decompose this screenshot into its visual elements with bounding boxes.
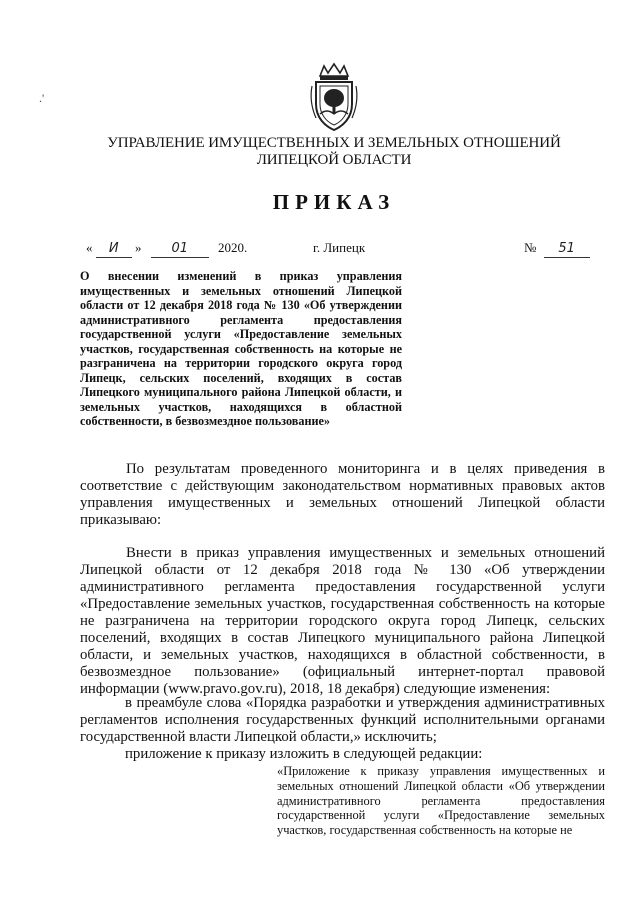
appendix-quote: «Приложение к приказу управления имущественных и земельных отношений Липецкой области «Об утверждении административного регламента предоставления государственной услуги «Предоставление земельных участков, государственная собственность на которые не [277, 764, 605, 838]
document-title: ПРИКАЗ [272, 190, 396, 214]
lipetsk-coat-of-arms-icon [306, 62, 362, 132]
date-open-quote: « [86, 240, 93, 255]
document-city: г. Липецк [313, 240, 366, 255]
document-date [86, 240, 247, 258]
paragraph-preamble-change: в преамбуле слова «Порядка разработки и утверждения административных регламентов исполнения государственных функций исполнительными органами государственной власти Липецкой области,» исключить; [80, 695, 605, 745]
document-dateline [0, 240, 640, 262]
paragraph-amendment: Внести в приказ управления имущественных и земельных отношений Липецкой области от 12 декабря 2018 года № 130 «Об утверждении административного регламента предоставления государственной услуги «Предоставление земельных участков, государственная собственность на которые не разграничена на территории городского округа город Липецк, сельских поселений, входящих в состав Липецкого муниципального района Липецкой области, и земельных участков, находящихся в областной собственности, в безвозмездное пользование» (официальный интернет-портал правовой информации (www.pravo.gov.ru), 2018, 18 декабря) следующие изменения: [80, 545, 605, 697]
paragraph-preamble: По результатам проведенного мониторинга и в целях приведения в соответствие с действующим законодательством нормативных правовых актов управления имущественных и земельных отношений Липецкой области приказываю: [80, 461, 605, 528]
paragraph-appendix-change: приложение к приказу изложить в следующей редакции: [125, 746, 483, 762]
organization-line-1: УПРАВЛЕНИЕ ИМУЩЕСТВЕННЫХ И ЗЕМЕЛЬНЫХ ОТНОШЕНИЙ [107, 135, 561, 151]
organization-name [60, 135, 608, 169]
date-year: 2020 [218, 240, 244, 255]
date-month: 01 [151, 241, 209, 258]
date-close-quote: » [135, 240, 142, 255]
date-day: И [96, 241, 132, 258]
number-label: № [524, 240, 537, 255]
date-year-suffix: . [244, 240, 248, 255]
organization-line-2: ЛИПЕЦКОЙ ОБЛАСТИ [256, 152, 412, 168]
scan-speck: .' [39, 91, 45, 105]
document-subject: О внесении изменений в приказ управления имущественных и земельных отношений Липецкой области от 12 декабря 2018 года № 130 «Об утверждении административного регламента предоставления государственной услуги «Предоставление земельных участков, государственная собственность на которые не разграничена на территории городского округа город Липецк, сельских поселений, входящих в состав Липецкого муниципального района Липецкой области, и земельных участков, находящихся в областной собственности, в безвозмездное пользование» [80, 269, 402, 428]
number-value: 51 [544, 241, 590, 258]
document-number [524, 240, 590, 258]
